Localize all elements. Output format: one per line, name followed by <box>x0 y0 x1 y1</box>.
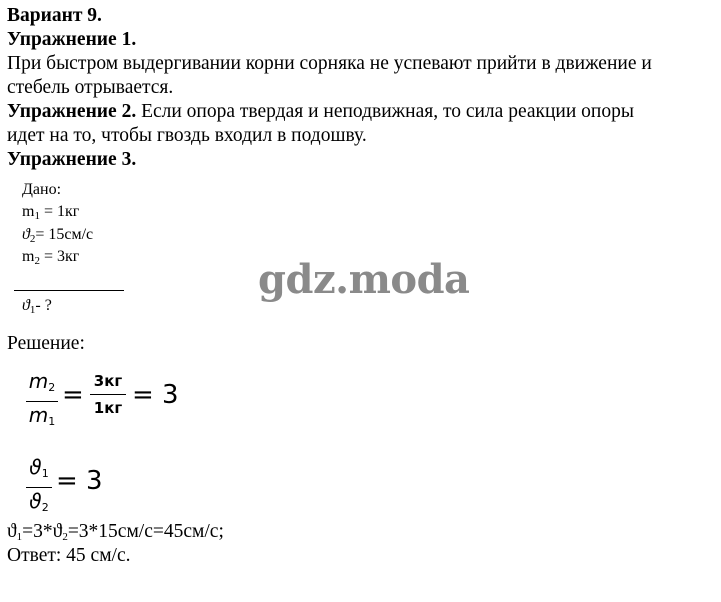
calc-result: =3*15см/с=45см/с; <box>67 521 224 542</box>
exercise-2-text: Если опора твердая и неподвижная, то сила реакции опоры <box>136 101 634 122</box>
fraction-v1-v2 <box>26 455 52 520</box>
fraction-bar <box>26 401 58 402</box>
m1-subscript: 1 <box>34 210 40 222</box>
m1-den-symbol: m <box>28 403 49 427</box>
exercise-3-label: Упражнение 3. <box>7 149 137 170</box>
fraction-bar <box>90 394 126 395</box>
exercise-2-text-line-1 <box>7 100 634 124</box>
calc-v1-symbol: ϑ <box>7 521 17 542</box>
answer-line: Ответ: 45 см/с. <box>7 545 131 566</box>
fraction-m2-m1-denominator <box>26 403 58 434</box>
fraction-3kg-1kg <box>90 369 126 420</box>
m2-num-symbol: m <box>28 369 49 393</box>
fraction-m2-m1 <box>26 369 58 434</box>
m2-value: = 3кг <box>39 248 80 265</box>
given-divider <box>14 290 124 291</box>
v2-den-symbol: ϑ <box>29 489 42 513</box>
fraction-v1-v2-numerator <box>26 455 52 486</box>
m1-symbol: m <box>22 203 35 220</box>
exercise-1-text-line-1: При быстром выдергивании корни сорняка не успевают прийти в движение и <box>7 53 652 74</box>
fraction-m2-m1-numerator <box>26 369 58 400</box>
v2-den-subscript: 2 <box>41 501 49 514</box>
m1-value: = 1кг <box>39 203 80 220</box>
m2-num-subscript: 2 <box>48 381 56 394</box>
given-label: Дано: <box>22 181 62 198</box>
given-m2 <box>22 247 79 271</box>
calc-v1-subscript: 1 <box>16 531 23 543</box>
formula-1-result: = 3 <box>132 380 179 410</box>
fraction-v1-v2-denominator <box>26 489 52 520</box>
equals-sign-1: = <box>62 380 84 410</box>
m2-symbol: m <box>22 248 35 265</box>
fraction-bar <box>26 487 52 488</box>
exercise-1-text-line-2: стебель отрывается. <box>7 77 174 98</box>
find-symbol: ϑ <box>22 297 30 314</box>
v2-value: = 15см/с <box>35 226 94 243</box>
find-subscript: 1 <box>29 304 36 316</box>
fraction-3kg-numerator: 3кг <box>93 372 123 390</box>
formula-2-result: = 3 <box>56 466 103 496</box>
given-v2 <box>22 225 93 249</box>
exercise-1-label: Упражнение 1. <box>7 29 137 50</box>
calc-v2-subscript: 2 <box>62 531 68 543</box>
find-value: - ? <box>35 297 52 314</box>
variant-title: Вариант 9. <box>7 5 102 26</box>
v2-subscript: 2 <box>29 233 36 245</box>
find-v1 <box>22 296 52 320</box>
exercise-2-label: Упражнение 2. <box>7 101 137 122</box>
calc-v2-symbol: =3*ϑ <box>22 521 63 542</box>
v2-symbol: ϑ <box>22 226 30 243</box>
exercise-2-text-line-2: идет на то, чтобы гвоздь входил в подошву. <box>7 125 367 146</box>
watermark-logo: gdz.moda <box>258 256 470 303</box>
v1-num-symbol: ϑ <box>29 455 42 479</box>
m2-subscript: 2 <box>34 255 40 267</box>
m1-den-subscript: 1 <box>48 415 56 428</box>
given-m1 <box>22 202 79 226</box>
solution-label: Решение: <box>7 333 85 354</box>
fraction-1kg-denominator: 1кг <box>93 399 123 417</box>
v1-num-subscript: 1 <box>41 467 49 480</box>
